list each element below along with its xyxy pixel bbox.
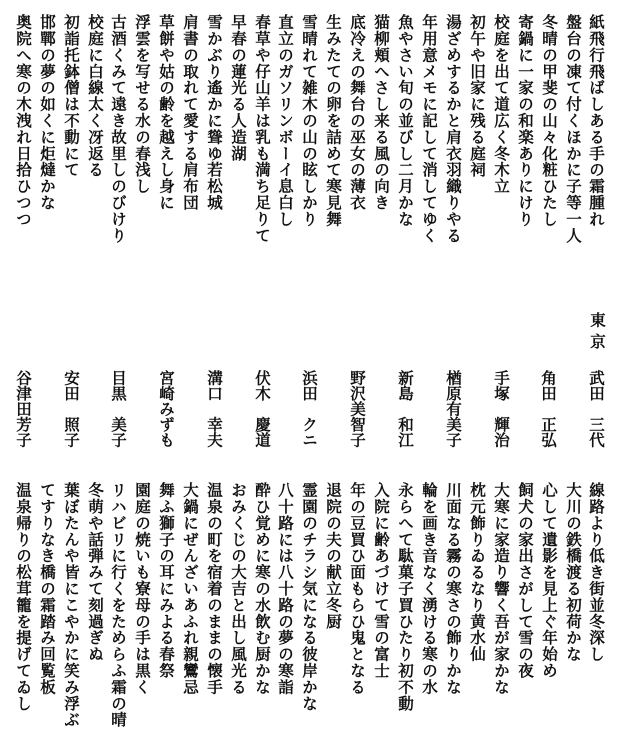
- poem-line: 初詣托鉢僧は不動にて: [62, 14, 81, 178]
- poem-line: 初午や旧家に残る庭祠: [468, 14, 487, 178]
- poem-line: 霊園のチラシ気になる彼岸かな: [300, 482, 319, 712]
- poem-line: 葉ぼたんや皆にこやかに笑み浮ぶ: [62, 482, 81, 728]
- poem-line: 春草や仔山羊は乳も満ち足りて: [253, 14, 272, 244]
- poem-line: 温泉帰りの松茸籠を提げてゐし: [14, 482, 33, 712]
- author-name: 手塚 輝治: [492, 370, 511, 448]
- poem-line: 八十路には八十路の夢の寒詣: [276, 482, 295, 696]
- poem-line: 温泉の町を宿着のままの懐手: [205, 482, 224, 696]
- author-name: 伏木 慶道: [253, 370, 272, 448]
- poem-line: 肩書の取れて愛する肩布団: [181, 14, 200, 211]
- poem-line: 年の豆買ひ面もらひ鬼となる: [348, 482, 367, 696]
- poem-line: 心して遺影を見上ぐ年始め: [540, 482, 559, 679]
- author-name: 宮崎みずも: [157, 370, 176, 448]
- poem-line: 飼犬の家出さがして雪の夜: [516, 482, 535, 679]
- poem-line: 邯鄲の夢の如くに炬燵かな: [38, 14, 57, 211]
- poem-line: 舞ふ獅子の耳にみよる春祭: [157, 482, 176, 679]
- poem-line: 紙飛行飛ばしある手の霜腫れ: [587, 14, 606, 228]
- poem-line: 早春の蓮光る人造湖: [229, 14, 248, 162]
- poem-line: 酔ひ覚めに寒の水飲む厨かな: [253, 482, 272, 696]
- poem-line: 年用意メモに記して消してゆく: [420, 14, 439, 244]
- poem-line: 古酒くみて遠き故里しのびけり: [109, 14, 128, 244]
- poem-line: 雪かぶり遙かに聳ゆ若松城: [205, 14, 224, 211]
- poem-line: 猫柳頬へさし来る風の向き: [372, 14, 391, 211]
- poem-line: 湯ざめするかと肩衣羽織りやる: [444, 14, 463, 244]
- poem-line: 奥院へ寒の木洩れ日拾ひつつ: [14, 14, 33, 228]
- poem-line: 寄鍋に一家の和楽ありにけり: [516, 14, 535, 228]
- author-name: 角田 正弘: [539, 370, 558, 448]
- poem-line: 盤台の凍て付くほかに子等一人: [564, 14, 583, 244]
- poem-line: 直立のガソリンボーイ息白し: [276, 14, 295, 228]
- author-name: 新島 和江: [396, 370, 415, 448]
- poem-line: 校庭を出て道広く冬木立: [492, 14, 511, 195]
- poem-line: 冬晴の甲斐の山々化粧ひたし: [540, 14, 559, 228]
- location-label: 東京: [588, 312, 607, 355]
- poem-line: 永らへて駄菓子買ひたり初不動: [396, 482, 415, 712]
- poem-line: 枕元飾りゐるなり黄水仙: [468, 482, 487, 663]
- author-name: 浜田 クニ: [300, 370, 319, 448]
- author-name: 溝口 幸夫: [205, 370, 224, 448]
- poem-line: 輪を画き音なく湧ける寒の水: [420, 482, 439, 696]
- poem-line: 魚やさい旬の並びし二月かな: [396, 14, 415, 228]
- poem-line: 浮雲を写せる水の春浅し: [133, 14, 152, 195]
- poem-line: 大鍋にぜんざいあふれ親鸞忌: [181, 482, 200, 696]
- poem-line: 冬萌や話弾みて刻過ぎぬ: [86, 482, 105, 663]
- author-name: 安田 照子: [62, 370, 81, 448]
- poem-line: 校庭に白線太く冴返る: [86, 14, 105, 178]
- poem-line: 生みたての卵を詰めて寒見舞: [324, 14, 343, 228]
- poem-line: 大寒に家造り響く吾が家かな: [492, 482, 511, 696]
- poem-line: 退院の夫の献立冬厨: [324, 482, 343, 630]
- poem-line: リハビリに行くをためらふ霜の晴: [109, 482, 128, 728]
- poem-line: 草餅や姑の齢を越えし身に: [157, 14, 176, 211]
- author-name: 野沢美智子: [348, 370, 367, 448]
- poem-line: 雪晴れて雑木の山の眩しかり: [300, 14, 319, 228]
- poem-line: おみくじの大吉と出し風光る: [229, 482, 248, 696]
- poem-line: 線路より低き街並冬深し: [587, 482, 606, 663]
- author-name: 谷津田芳子: [14, 370, 33, 448]
- poem-line: 大川の鉄橋渡る初荷かな: [564, 482, 583, 663]
- poem-line: 底冷えの舞台の巫女の薄衣: [348, 14, 367, 211]
- author-name: 武田 三代: [587, 370, 606, 448]
- poem-line: てすりなき橋の霜踏み回覧板: [38, 482, 57, 696]
- author-name: 楢原有美子: [444, 370, 463, 448]
- poem-line: 入院に齢あづけて雪の富士: [372, 482, 391, 679]
- poem-line: 園庭の焼いも寮母の手は黒く: [133, 482, 152, 696]
- author-name: 目黒 美子: [109, 370, 128, 448]
- poem-line: 川面なる霧の寒さの飾りかな: [444, 482, 463, 696]
